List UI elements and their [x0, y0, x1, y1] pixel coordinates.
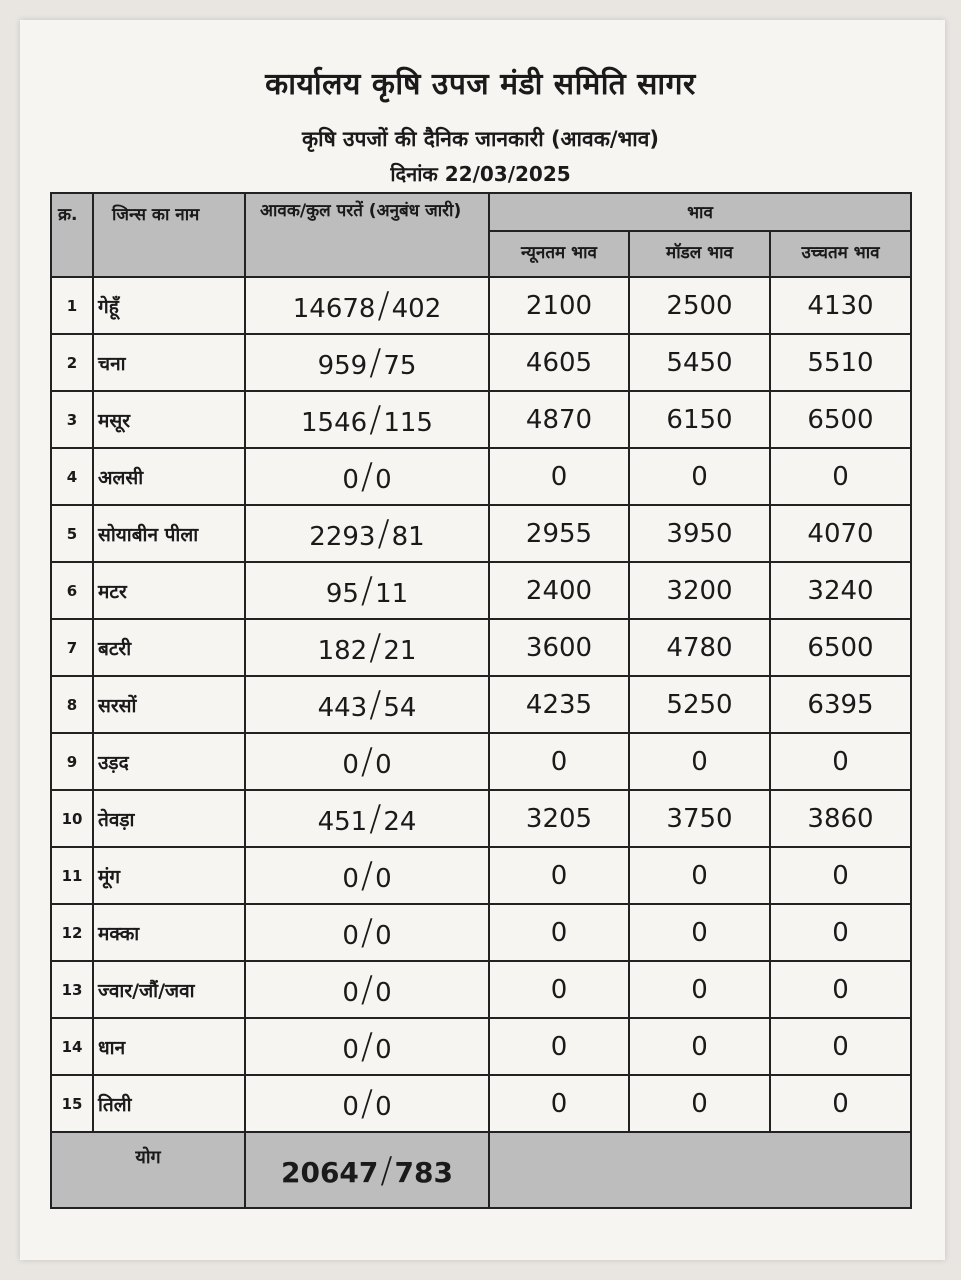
row-max-price: 0 — [770, 904, 911, 961]
row-serial: 15 — [51, 1075, 93, 1132]
row-model-price: 2500 — [629, 277, 770, 334]
row-serial: 4 — [51, 448, 93, 505]
row-arrival — [245, 619, 489, 676]
row-arrival-lots: 24 — [383, 807, 417, 837]
row-commodity-name: सोयाबीन पीला — [93, 505, 245, 562]
row-max-price: 5510 — [770, 334, 911, 391]
row-max-price: 0 — [770, 733, 911, 790]
table-row — [51, 562, 911, 619]
row-model-price: 0 — [629, 733, 770, 790]
col-header-name: जिन्स का नाम — [93, 193, 245, 277]
row-min-price: 0 — [489, 733, 629, 790]
col-header-max-price: उच्चतम भाव — [770, 231, 911, 277]
row-arrival — [245, 676, 489, 733]
row-commodity-name: अलसी — [93, 448, 245, 505]
row-serial: 9 — [51, 733, 93, 790]
row-model-price: 3750 — [629, 790, 770, 847]
row-arrival — [245, 847, 489, 904]
row-arrival — [245, 904, 489, 961]
table-row — [51, 733, 911, 790]
slash-divider: / — [369, 627, 382, 668]
row-min-price: 2400 — [489, 562, 629, 619]
row-max-price: 0 — [770, 448, 911, 505]
row-arrival — [245, 733, 489, 790]
slash-divider: / — [360, 969, 374, 1010]
row-model-price: 0 — [629, 961, 770, 1018]
total-arrival-lots: 783 — [394, 1155, 453, 1189]
row-serial: 5 — [51, 505, 93, 562]
row-arrival-qty: 0 — [342, 1092, 359, 1122]
row-serial: 13 — [51, 961, 93, 1018]
row-min-price: 0 — [489, 847, 629, 904]
row-arrival-lots: 115 — [383, 408, 433, 438]
row-commodity-name: मूंग — [93, 847, 245, 904]
row-model-price: 0 — [629, 1018, 770, 1075]
row-serial: 2 — [51, 334, 93, 391]
row-arrival-lots: 0 — [375, 921, 392, 951]
row-arrival-lots: 81 — [391, 522, 425, 552]
row-min-price: 0 — [489, 448, 629, 505]
row-commodity-name: ज्वार/जौं/जवा — [93, 961, 245, 1018]
row-arrival — [245, 277, 489, 334]
row-max-price: 4130 — [770, 277, 911, 334]
row-commodity-name: धान — [93, 1018, 245, 1075]
table-row — [51, 847, 911, 904]
row-min-price: 3600 — [489, 619, 629, 676]
row-commodity-name: सरसों — [93, 676, 245, 733]
row-max-price: 0 — [770, 961, 911, 1018]
table-row — [51, 676, 911, 733]
row-serial: 8 — [51, 676, 93, 733]
row-min-price: 2100 — [489, 277, 629, 334]
slash-divider: / — [360, 456, 374, 497]
row-model-price: 4780 — [629, 619, 770, 676]
row-arrival-qty: 0 — [342, 978, 359, 1008]
table-row — [51, 505, 911, 562]
row-max-price: 4070 — [770, 505, 911, 562]
row-model-price: 3200 — [629, 562, 770, 619]
table-body — [51, 277, 911, 1132]
total-empty-cell — [489, 1132, 911, 1208]
table-row — [51, 904, 911, 961]
row-serial: 3 — [51, 391, 93, 448]
col-header-serial: क्र. — [51, 193, 93, 277]
row-arrival-lots: 75 — [383, 351, 417, 381]
row-max-price: 0 — [770, 847, 911, 904]
row-max-price: 6500 — [770, 391, 911, 448]
slash-divider: / — [369, 399, 382, 440]
slash-divider: / — [360, 570, 374, 611]
table-row — [51, 448, 911, 505]
row-arrival-qty: 451 — [317, 807, 368, 837]
row-arrival-lots: 402 — [391, 294, 442, 324]
row-max-price: 3860 — [770, 790, 911, 847]
office-title: कार्यालय कृषि उपज मंडी समिति सागर — [265, 67, 696, 102]
row-min-price: 4605 — [489, 334, 629, 391]
slash-divider: / — [377, 285, 390, 326]
row-arrival-qty: 2293 — [309, 522, 376, 552]
row-commodity-name: मटर — [93, 562, 245, 619]
row-max-price: 6395 — [770, 676, 911, 733]
row-serial: 11 — [51, 847, 93, 904]
row-min-price: 4235 — [489, 676, 629, 733]
row-arrival — [245, 334, 489, 391]
row-arrival-qty: 443 — [317, 693, 368, 723]
row-arrival-lots: 21 — [383, 636, 417, 666]
row-model-price: 5250 — [629, 676, 770, 733]
table-row — [51, 1018, 911, 1075]
row-commodity-name: गेहूँ — [93, 277, 245, 334]
row-arrival-lots: 0 — [375, 1035, 392, 1065]
total-row — [51, 1132, 911, 1208]
row-commodity-name: मसूर — [93, 391, 245, 448]
row-arrival-lots: 54 — [383, 693, 417, 723]
row-arrival-lots: 0 — [375, 1092, 392, 1122]
row-arrival-qty: 0 — [342, 750, 359, 780]
row-min-price: 0 — [489, 1018, 629, 1075]
slash-divider: / — [369, 684, 382, 725]
table-row — [51, 790, 911, 847]
slash-divider: / — [360, 741, 374, 782]
slash-divider: / — [360, 1083, 374, 1124]
row-commodity-name: उड़द — [93, 733, 245, 790]
slash-divider: / — [360, 855, 374, 896]
table-row — [51, 334, 911, 391]
row-max-price: 0 — [770, 1075, 911, 1132]
row-commodity-name: बटरी — [93, 619, 245, 676]
row-min-price: 0 — [489, 904, 629, 961]
row-serial: 1 — [51, 277, 93, 334]
col-header-model-price: मॉडल भाव — [629, 231, 770, 277]
total-label: योग — [51, 1132, 245, 1208]
table-row — [51, 1075, 911, 1132]
col-header-arrival: आवक/कुल परतें (अनुबंध जारी) — [245, 193, 489, 277]
report-date: दिनांक 22/03/2025 — [390, 162, 571, 186]
slash-divider: / — [360, 912, 374, 953]
row-arrival-qty: 0 — [342, 921, 359, 951]
row-arrival — [245, 391, 489, 448]
total-arrival-qty: 20647 — [280, 1155, 379, 1189]
row-model-price: 0 — [629, 904, 770, 961]
row-arrival — [245, 1018, 489, 1075]
row-arrival-qty: 0 — [342, 465, 359, 495]
row-max-price: 0 — [770, 1018, 911, 1075]
row-min-price: 0 — [489, 961, 629, 1018]
slash-divider: / — [369, 342, 382, 383]
row-serial: 14 — [51, 1018, 93, 1075]
row-commodity-name: मक्का — [93, 904, 245, 961]
row-arrival — [245, 961, 489, 1018]
row-commodity-name: चना — [93, 334, 245, 391]
row-commodity-name: तिली — [93, 1075, 245, 1132]
row-max-price: 6500 — [770, 619, 911, 676]
table-row — [51, 391, 911, 448]
row-arrival — [245, 1075, 489, 1132]
row-arrival — [245, 505, 489, 562]
row-arrival — [245, 562, 489, 619]
row-min-price: 3205 — [489, 790, 629, 847]
row-min-price: 2955 — [489, 505, 629, 562]
row-model-price: 0 — [629, 847, 770, 904]
table-row — [51, 619, 911, 676]
col-header-min-price: न्यूनतम भाव — [489, 231, 629, 277]
row-serial: 6 — [51, 562, 93, 619]
slash-divider: / — [360, 1026, 374, 1067]
row-arrival-lots: 11 — [375, 579, 409, 609]
mandi-price-table — [50, 192, 912, 1209]
row-serial: 12 — [51, 904, 93, 961]
total-arrival — [245, 1132, 489, 1208]
row-arrival — [245, 790, 489, 847]
row-arrival-qty: 959 — [317, 351, 368, 381]
row-arrival-lots: 0 — [375, 465, 392, 495]
row-commodity-name: तेवड़ा — [93, 790, 245, 847]
row-serial: 10 — [51, 790, 93, 847]
slash-divider: / — [380, 1149, 393, 1191]
row-model-price: 0 — [629, 448, 770, 505]
row-min-price: 0 — [489, 1075, 629, 1132]
row-arrival-qty: 0 — [342, 864, 359, 894]
row-arrival-lots: 0 — [375, 978, 392, 1008]
row-model-price: 3950 — [629, 505, 770, 562]
row-min-price: 4870 — [489, 391, 629, 448]
row-arrival-qty: 95 — [325, 579, 359, 609]
row-arrival-qty: 0 — [342, 1035, 359, 1065]
row-model-price: 0 — [629, 1075, 770, 1132]
row-max-price: 3240 — [770, 562, 911, 619]
row-arrival-qty: 1546 — [301, 408, 368, 438]
slash-divider: / — [369, 798, 382, 839]
col-header-bhav: भाव — [489, 193, 911, 231]
row-model-price: 6150 — [629, 391, 770, 448]
row-arrival-qty: 14678 — [292, 294, 376, 324]
row-arrival-qty: 182 — [317, 636, 368, 666]
slash-divider: / — [377, 513, 390, 554]
row-arrival — [245, 448, 489, 505]
row-arrival-lots: 0 — [375, 864, 392, 894]
table-row — [51, 961, 911, 1018]
report-subtitle: कृषि उपजों की दैनिक जानकारी (आवक/भाव) — [302, 127, 659, 151]
row-serial: 7 — [51, 619, 93, 676]
row-arrival-lots: 0 — [375, 750, 392, 780]
table-row — [51, 277, 911, 334]
row-model-price: 5450 — [629, 334, 770, 391]
